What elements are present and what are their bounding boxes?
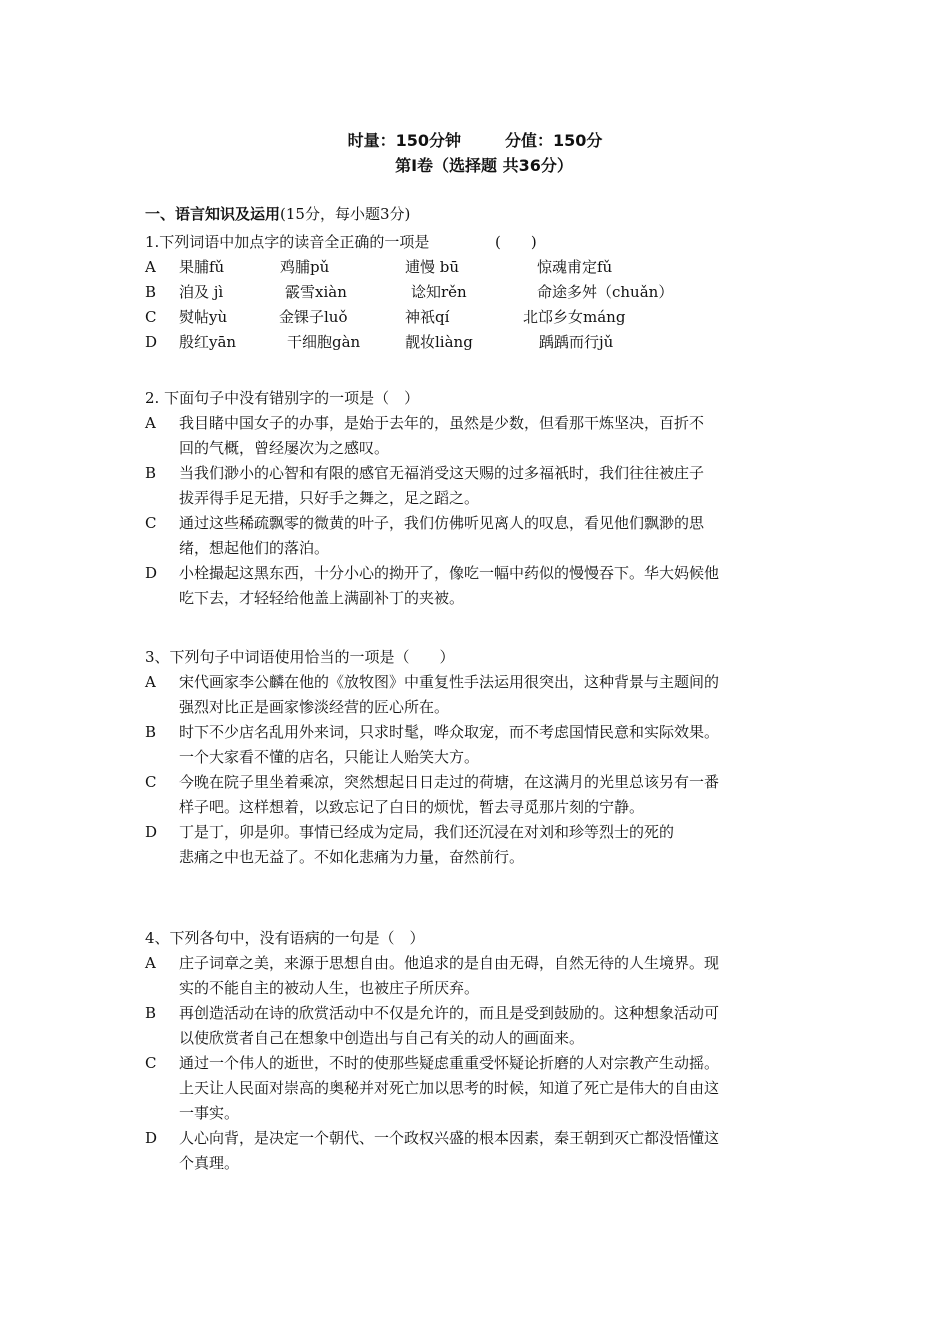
option-line: 当我们渺小的心智和有限的感官无福消受这天赐的过多福祇时，我们往往被庄子 (179, 464, 705, 482)
option-item: 殷红yān (179, 333, 237, 351)
option-label: B (145, 283, 157, 301)
option-label: B (145, 723, 157, 741)
option-text (179, 411, 815, 461)
option-line: 宋代画家李公麟在他的《放牧图》中重复性手法运用很突出，这种背景与主题间的 (179, 673, 720, 691)
option-label: A (145, 954, 156, 972)
option-label: D (145, 1129, 158, 1147)
option-item: 鸡脯pǔ (280, 258, 330, 276)
question-stem: 3、下列句子中词语使用恰当的一项是（ ） (145, 648, 455, 666)
option-line: 庄子词章之美，来源于思想自由。他追求的是自由无碍，自然无待的人生境界。现 (179, 954, 720, 972)
option-line: 一事实。 (179, 1104, 240, 1122)
time-limit: 时量：150分钟 (347, 131, 461, 150)
option-item: 逋慢 bū (405, 258, 460, 276)
option-item: 金锞子luǒ (279, 308, 348, 326)
option-text (179, 720, 815, 770)
option-line: 今晚在院子里坐着乘凉，突然想起日日走过的荷塘，在这满月的光里总该另有一番 (179, 773, 720, 791)
answer-paren: ( ) (495, 233, 537, 251)
option-line: 人心向背，是决定一个朝代、一个政权兴盛的根本因素，秦王朝到灭亡都没悟懂这 (179, 1129, 720, 1147)
option-item: 命途多舛（chuǎn） (537, 283, 674, 301)
option-label: D (145, 333, 158, 351)
option-text (179, 1126, 815, 1176)
option-item: 靓妆liàng (405, 333, 473, 351)
option-item: 霰雪xiàn (285, 283, 347, 301)
exam-info-line (0, 128, 950, 151)
question-1 (145, 230, 815, 355)
option-line: 拔弄得手足无措，只好手之舞之，足之蹈之。 (179, 489, 480, 507)
option-line: 上天让人民面对崇高的奥秘并对死亡加以思考的时候，知道了死亡是伟大的自由这 (179, 1079, 720, 1097)
option-item: 熨帖yù (179, 308, 228, 326)
question-4 (145, 926, 815, 1176)
q4-option-c (145, 1051, 815, 1126)
option-text (179, 951, 815, 1001)
question-stem: 2. 下面句子中没有错别字的一项是（ ） (145, 389, 420, 407)
option-label: A (145, 673, 156, 691)
option-line: 我目睹中国女子的办事，是始于去年的，虽然是少数，但看那干炼坚决，百折不 (179, 414, 705, 432)
q3-option-a (145, 670, 815, 720)
q1-option-b (145, 280, 815, 305)
option-label: A (145, 414, 156, 432)
volume-title: 第Ⅰ卷（选择题 共36分） (395, 156, 573, 175)
option-line: 一个大家看不懂的店名，只能让人贻笑大方。 (179, 748, 480, 766)
q2-option-b (145, 461, 815, 511)
option-line: 丁是丁，卯是卯。事情已经成为定局，我们还沉浸在对刘和珍等烈士的死的 (179, 823, 675, 841)
option-text (179, 820, 815, 870)
option-item: 洎及 jì (179, 283, 224, 301)
option-label: A (145, 258, 156, 276)
option-text (179, 670, 815, 720)
option-item: 惊魂甫定fǔ (537, 258, 613, 276)
option-label: D (145, 564, 158, 582)
option-line: 通过这些稀疏飘零的微黄的叶子，我们仿佛听见离人的叹息，看见他们飘渺的思 (179, 514, 705, 532)
section-title: 一、语言知识及运用 (145, 205, 281, 223)
option-line: 以使欣赏者自己在想象中创造出与自己有关的动人的画面来。 (179, 1029, 585, 1047)
q2-option-c (145, 511, 815, 561)
option-label: B (145, 464, 157, 482)
option-text (179, 770, 815, 820)
option-line: 个真理。 (179, 1154, 240, 1172)
section-heading (145, 203, 410, 224)
section-note: (15分，每小题3分) (280, 205, 411, 223)
option-item: 神祇qí (405, 308, 450, 326)
option-line: 悲痛之中也无益了。不如化悲痛为力量，奋然前行。 (179, 848, 525, 866)
question-2 (145, 386, 815, 611)
q3-option-c (145, 770, 815, 820)
q3-option-b (145, 720, 815, 770)
q1-option-d (145, 330, 815, 355)
option-line: 再创造活动在诗的欣赏活动中不仅是允许的，而且是受到鼓励的。这种想象活动可 (179, 1004, 720, 1022)
q2-option-d (145, 561, 815, 611)
question-3 (145, 645, 815, 870)
option-label: C (145, 514, 157, 532)
option-line: 通过一个伟人的逝世，不时的使那些疑虑重重受怀疑论折磨的人对宗教产生动摇。 (179, 1054, 720, 1072)
q1-option-a (145, 255, 815, 280)
q1-option-c (145, 305, 815, 330)
option-line: 吃下去，才轻轻给他盖上满副补丁的夹被。 (179, 589, 465, 607)
option-text (179, 511, 815, 561)
option-line: 实的不能自主的被动人生，也被庄子所厌弃。 (179, 979, 480, 997)
option-label: C (145, 1054, 157, 1072)
option-label: D (145, 823, 158, 841)
option-line: 小栓撮起这黑东西，十分小心的拗开了，像吃一幅中药似的慢慢吞下。华大妈候他 (179, 564, 720, 582)
option-item: 踽踽而行jǔ (539, 333, 614, 351)
option-line: 强烈对比正是画家惨淡经营的匠心所在。 (179, 698, 450, 716)
option-text (179, 1001, 815, 1051)
q4-option-b (145, 1001, 815, 1051)
option-line: 绪，想起他们的落泊。 (179, 539, 330, 557)
option-line: 时下不少店名乱用外来词，只求时髦，哗众取宠，而不考虑国情民意和实际效果。 (179, 723, 720, 741)
question-stem (145, 230, 815, 255)
option-item: 果脯fǔ (179, 258, 225, 276)
q4-option-a (145, 951, 815, 1001)
option-item: 谂知rěn (411, 283, 467, 301)
option-label: C (145, 773, 157, 791)
option-item: 干细胞gàn (287, 333, 361, 351)
option-line: 回的气概，曾经屡次为之感叹。 (179, 439, 390, 457)
q2-option-a (145, 411, 815, 461)
option-text (179, 461, 815, 511)
option-label: B (145, 1004, 157, 1022)
q4-option-d (145, 1126, 815, 1176)
stem-text: 1.下列词语中加点字的读音全正确的一项是 (145, 233, 430, 251)
option-item: 北邙乡女máng (523, 308, 626, 326)
option-line: 样子吧。这样想着，以致忘记了白日的烦忧，暂去寻觅那片刻的宁静。 (179, 798, 645, 816)
question-stem: 4、下列各句中，没有语病的一句是（ ） (145, 929, 425, 947)
q3-option-d (145, 820, 815, 870)
option-text (179, 561, 815, 611)
total-score: 分值：150分 (505, 131, 603, 150)
option-label: C (145, 308, 157, 326)
option-text (179, 1051, 815, 1126)
